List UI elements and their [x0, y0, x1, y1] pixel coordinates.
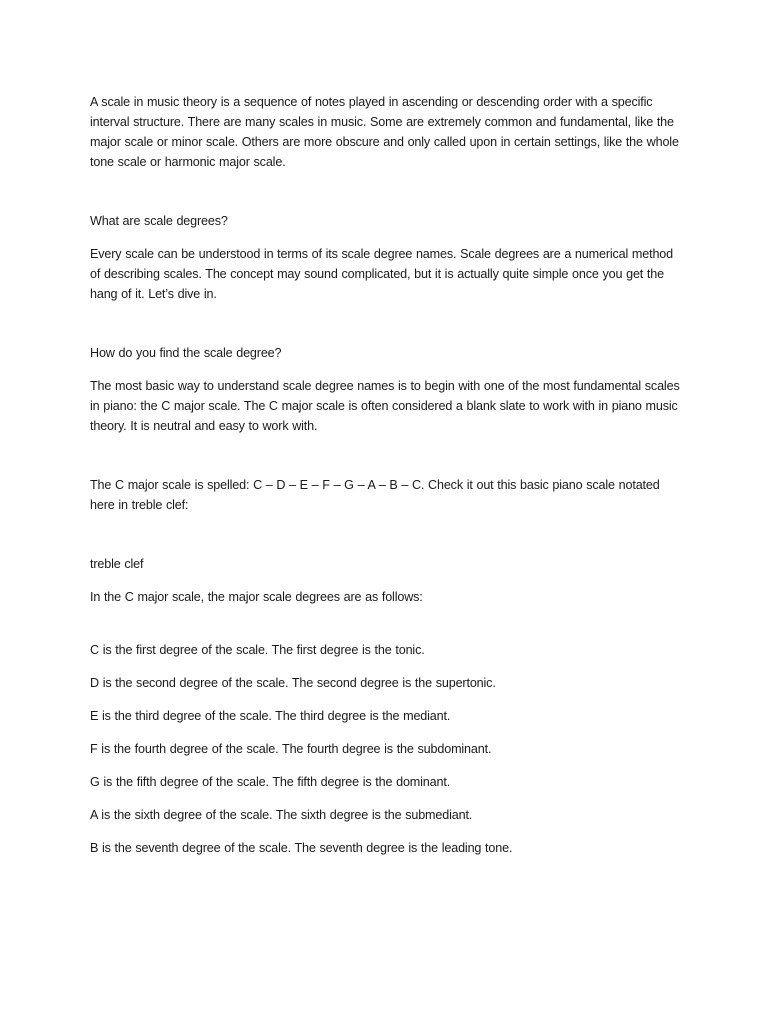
degrees-intro-paragraph: In the C major scale, the major scale degrees are as follows: [90, 590, 423, 604]
list-item: A is the sixth degree of the scale. The sixth degree is the submediant. [90, 808, 473, 822]
heading-find-scale-degree: How do you find the scale degree? [90, 346, 282, 360]
find-scale-degree-paragraph: The most basic way to understand scale degree names is to begin with one of the most fundamental scales in piano: the C major scale. The C major scale is often considered a blank slate to work with in piano music theory. It is neutral and easy to work with. [90, 379, 680, 433]
list-item: F is the fourth degree of the scale. The fourth degree is the subdominant. [90, 742, 492, 756]
list-item: G is the fifth degree of the scale. The fifth degree is the dominant. [90, 775, 451, 789]
heading-scale-degrees: What are scale degrees? [90, 214, 228, 228]
list-item: C is the first degree of the scale. The first degree is the tonic. [90, 643, 425, 657]
c-major-spelled-paragraph: The C major scale is spelled: C – D – E – F – G – A – B – C. Check it out this basic piano scale notated here in treble clef: [90, 478, 660, 512]
list-item: D is the second degree of the scale. The second degree is the supertonic. [90, 676, 496, 690]
scale-degrees-paragraph: Every scale can be understood in terms of its scale degree names. Scale degrees are a numerical method of describing scales. The concept may sound complicated, but it is actually quite simple once you get the hang of it. Let’s dive in. [90, 247, 674, 301]
treble-clef-caption: treble clef [90, 557, 144, 571]
list-item: E is the third degree of the scale. The third degree is the mediant. [90, 709, 451, 723]
intro-paragraph: A scale in music theory is a sequence of notes played in ascending or descending order with a specific interval structure. There are many scales in music. Some are extremely common and fundamental, like the major scale or minor scale. Others are more obscure and only called upon in certain settings, like the whole tone scale or harmonic major scale. [90, 95, 679, 169]
list-item: B is the seventh degree of the scale. The seventh degree is the leading tone. [90, 841, 513, 855]
